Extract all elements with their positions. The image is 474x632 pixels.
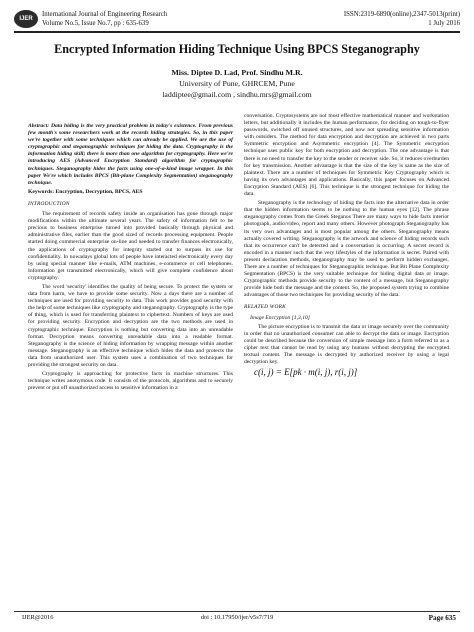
journal-volume: Volume No.5, Issue No.7, pp : 635-639	[42, 19, 149, 27]
paragraph: conversation. Cryptosystems are not most effective mathematical manner and workstation letters, but additionally it includes the human performance, for deciding on tough-to-flyer passwords, switched off unused structures, and now not spreading sensitive information with outsiders. The method for data encryption and decryption are achieved in two parts Symmetric encryption and Asymmetric encryption [4]. The Symmetric encryption technique uses public key for both encryption and decryption. The one advantage is that there is no need to transfer the key to the sender or receiver side. So, it reduces overburden for key transmission. Another advantage is that the size of the key is same as the size of plaintext. There are a number of techniques for Symmetric Key Cryptography which is having its own advantages and applications. Basically, this paper focuses on Advanced Encryption Standard (AES) [6]. This technique is the strongest technique for hiding the data.	[244, 113, 449, 198]
footer-doi: doi : 10.17950/ijer/v5s7/719	[200, 614, 274, 621]
abstract-text: Data hiding is the very practical problem in today's existence. From previous few month's some researchers work at the records hiding strategies. So, in this paper we're together with some techniques which can already be applied. We are the use of cryptographic and steganographic techniques for hiding the data. Cryptography is the information hiding skill; there is more than one algorithm for cryptography. Here we're introducing AES (Advanced Encryption Standard) algorithm for cryptographic techniques. Steganography hides the facts using one-of-a-kind image wrapper. In this paper We're which includes BPCS (Bit-plane Complexity Segmentation) steganography technique.	[28, 123, 233, 186]
header-left	[42, 11, 167, 28]
right-column	[244, 113, 449, 376]
paragraph: Cryptography is approaching for protective facts in machine structures. This technique writes anonymous code. It consists of the protocols, algorithms and to securely prevent or put off unauthorized access to sensitive information in a	[28, 371, 233, 392]
paragraph: The word 'security' identifies the quality of being secure. To protect the system or data from harm, we have to provide some security. Now a days there are a number of techniques are used for providing security to data. This work provides good security with the help of some techniques like cryptography and steganography. Cryptography is the type of thing, which is used for transferring plaintext to ciphertext. Numbers of keys are used for providing security. Encryption and decryption are the two methods are used in cryptographic technique. Encryption is nothing but converting data into an unreadable format. Decryption means converting unreadable data into a readable format. Steganography is the science of hiding information by wrapping message within another message. Steganography is an effective technique which hides the data and protects the data from unauthorized user. This system uses a combination of two techniques for providing the strongest security on data.	[28, 283, 233, 368]
subsection-heading: Image Encryption [1,3,10]	[250, 314, 310, 321]
paragraph: The requirement of records safety inside an organisation has gone through major modifications within the ultimate several years. The safety of information felt to be precious to business enterprise turned into provided basically through physical and administrative files, earlier than the good sized of records processing equipment. People started doing commercial enterprise on-line and needed to transfer finances electronically, the applications of cryptography for integrity started out to surpass its use for confidentiality. In nowadays global lots of people have interacted electronically every day by using special manner like e-mails, ATM machines, e-commerce or cell telephones. Information get transmitted electronically, which will give complete confidence about cryptography.	[28, 211, 233, 281]
paper-title: Encrypted Information Hiding Technique Using BPCS Steganography	[54, 42, 420, 56]
abstract	[28, 123, 233, 187]
paragraph: The picture encryption is to transmit the data or image securely over the community in order that no unauthorized consumer can able to decrypt the data or image. Encryption could be described because the conversion of simple message into a form referred to as a cipher text that cannot be read by using any humans without decrypting the encrypted textual content. The message is decrypted by authorized receiver by using a legal decryption key.	[244, 323, 449, 366]
author-block	[20, 67, 454, 100]
journal-issn: ISSN:2319-6890(online),2347-5013(print)	[343, 11, 460, 18]
abstract-label: Abstract:	[28, 123, 50, 129]
section-heading-related-work: RELATED WORK	[244, 304, 286, 311]
equation: c(i, j) = E[pk · m(i, j), r(i, j)]	[254, 367, 358, 378]
keywords: Keywords: Encryption, Decryption, BPCS, AES	[28, 188, 143, 195]
header-divider	[14, 31, 460, 33]
paragraph: Steganography is the technology of hiding the facts into the alternative data in order that the hidden information seems to be nothing to the human eyes [12]. The phrase steganography comes from the Greek Steganos There are many ways to hide facts interior photograph, audio/video, report and many others. However photograph Steganography has its very own advantages and is most popular among the others. Steganography means actually covered writing. Steganography is the artwork and science of hiding records such that its occurrence can't be detected and a conversation is occurring. A secret record is encoded in a manner such that the very lifestyles of the information is secret. Paired with present declaration methods, steganography may be used to perform hidden exchanges. There are a number of techniques for Steganographic technique. But Bit Plane Complexity Segmentation (BPCS) is the very suitable technique for hiding digital data or image. Cryptographic methods provide security to the content of a message, but Steganography provide hide both the message and the content. So, the proposed system trying to combine advantages of those two techniques for providing security of the data.	[244, 200, 449, 299]
left-column	[28, 123, 233, 394]
author-emails: laddiptee@gmail.com , sindhu.mrs@gmail.com	[162, 90, 312, 99]
page-number: Page 635	[428, 614, 456, 622]
section-heading-introduction: INTRODUCTION	[28, 200, 70, 207]
footer-copyright: IJER@2016	[22, 614, 54, 621]
issue-date: 1 July 2016	[428, 19, 460, 27]
author-affiliation: University of Pune, GHRCEM, Pune	[179, 79, 295, 88]
footer-divider	[14, 611, 460, 612]
header-right	[344, 11, 460, 28]
journal-name: International Journal of Engineering Research	[42, 11, 168, 18]
journal-logo: IJER	[14, 10, 38, 28]
author-names: Miss. Diptee D. Lad, Prof. Sindhu M.R.	[171, 68, 303, 77]
